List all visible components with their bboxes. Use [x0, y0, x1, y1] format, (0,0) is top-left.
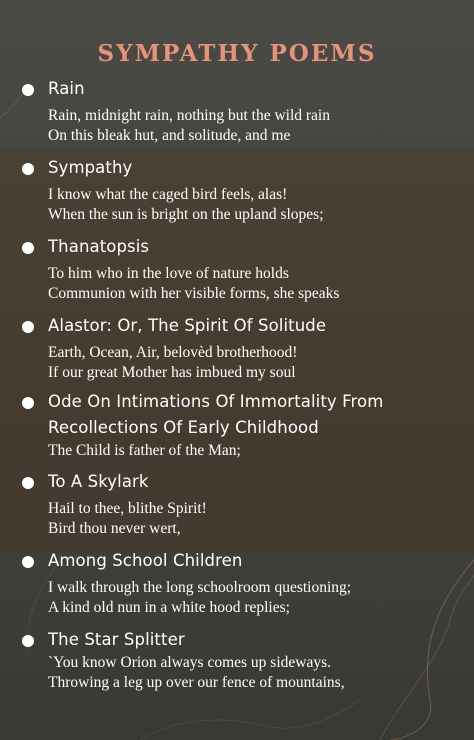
poem-line: Communion with her visible forms, she speaks: [48, 285, 340, 302]
poem-item: [0, 548, 474, 627]
page-title: SYMPATHY POEMS: [97, 40, 377, 67]
poem-item: [0, 155, 474, 234]
poem-item: [0, 389, 474, 469]
poem-line: Hail to thee, blithe Spirit!: [48, 500, 207, 517]
poem-line: If our great Mother has imbued my soul: [48, 364, 296, 381]
poem-title: Ode On Intimations Of Immortality From Recollections Of Early Childhood: [48, 392, 384, 437]
poem-line: `You know Orion always comes up sideways.: [48, 654, 331, 671]
bullet-icon: [22, 477, 34, 489]
poem-title: Among School Children: [48, 551, 243, 570]
bullet-icon: [22, 242, 34, 254]
bullet-icon: [22, 163, 34, 175]
poem-item: [0, 627, 474, 706]
poem-list: [0, 76, 474, 706]
poem-title: Rain: [48, 79, 85, 98]
poem-excerpt: [48, 185, 434, 225]
poem-excerpt: [48, 264, 434, 304]
poem-excerpt: [48, 499, 434, 539]
poem-item: [0, 469, 474, 548]
poem-title: Alastor: Or, The Spirit Of Solitude: [48, 316, 327, 335]
poem-title: Thanatopsis: [48, 237, 150, 256]
poem-excerpt: [48, 578, 434, 618]
poem-line: Bird thou never wert,: [48, 520, 181, 537]
poem-item: [0, 313, 474, 389]
poem-item: [0, 76, 474, 155]
poem-line: Earth, Ocean, Air, belovèd brotherhood!: [48, 344, 298, 361]
bullet-icon: [22, 556, 34, 568]
bullet-icon: [22, 635, 34, 647]
bullet-icon: [22, 397, 34, 409]
poem-line: Throwing a leg up over our fence of mountains,: [48, 674, 345, 691]
poem-line: On this bleak hut, and solitude, and me: [48, 127, 291, 144]
poem-line: I know what the caged bird feels, alas!: [48, 186, 288, 203]
poem-excerpt: [48, 441, 434, 461]
bullet-icon: [22, 321, 34, 333]
poem-title: Sympathy: [48, 158, 133, 177]
poem-item: [0, 234, 474, 313]
poem-line: A kind old nun in a white hood replies;: [48, 599, 290, 616]
poem-excerpt: [48, 343, 434, 383]
poem-title: To A Skylark: [48, 472, 149, 491]
poem-line: Rain, midnight rain, nothing but the wild rain: [48, 107, 330, 124]
poem-excerpt: [48, 653, 434, 693]
poem-line: I walk through the long schoolroom questioning;: [48, 579, 352, 596]
poem-excerpt: [48, 106, 434, 146]
poem-line: When the sun is bright on the upland slopes;: [48, 206, 324, 223]
poem-title: The Star Splitter: [48, 630, 185, 649]
bullet-icon: [22, 84, 34, 96]
poem-line: The Child is father of the Man;: [48, 442, 241, 459]
poem-line: To him who in the love of nature holds: [48, 265, 289, 282]
